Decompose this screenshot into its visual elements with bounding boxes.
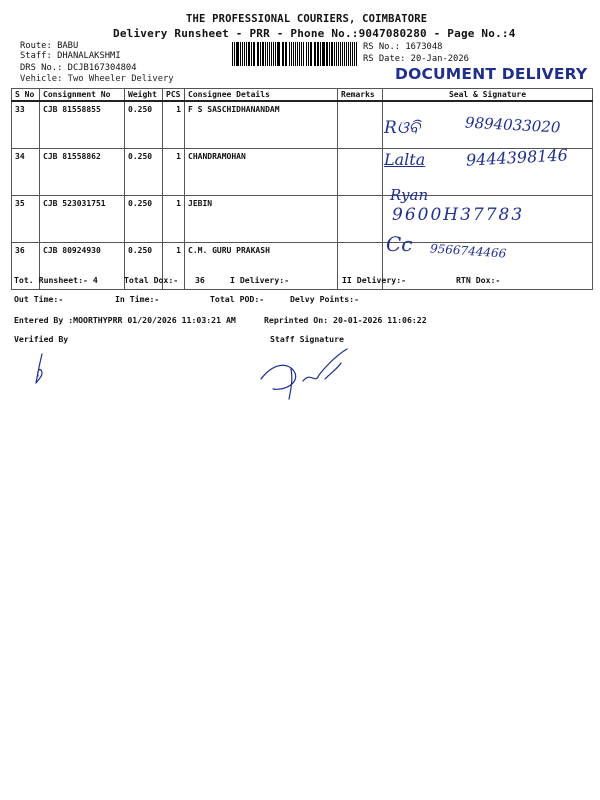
barcode-bar	[352, 42, 353, 66]
barcode-bar	[329, 42, 330, 66]
cell-consignment: CJB 81558862	[40, 149, 125, 196]
handwritten-phone: 9894033020	[464, 113, 561, 137]
barcode-bar	[299, 42, 300, 66]
ii-delivery-label: II Delivery:-	[342, 275, 407, 285]
rs-date: RS Date: 20-Jan-2026	[363, 54, 469, 64]
barcode-bar	[267, 42, 268, 66]
barcode-bar	[306, 42, 307, 66]
delvy-points-label: Delvy Points:-	[290, 294, 360, 304]
barcode-bar	[348, 42, 349, 66]
barcode-bar	[311, 42, 312, 66]
staff-signature-label: Staff Signature	[270, 334, 344, 344]
cell-pcs: 1	[163, 149, 185, 196]
barcode-bar	[232, 42, 233, 66]
cell-consignment: CJB 523031751	[40, 196, 125, 243]
cell-pcs: 1	[163, 101, 185, 149]
barcode-bar	[248, 42, 250, 66]
barcode-bar	[331, 42, 333, 66]
barcode-bar	[242, 42, 243, 66]
total-runsheet: Tot. Runsheet:- 4	[14, 275, 98, 285]
cell-remarks	[338, 149, 383, 196]
barcode-bar	[317, 42, 319, 66]
cell-pcs: 1	[163, 243, 185, 290]
barcode-bar	[303, 42, 305, 66]
cell-consignment: CJB 81558855	[40, 101, 125, 149]
barcode-bar	[286, 42, 287, 66]
staff-label: Staff: DHANALAKSHMI	[20, 51, 121, 61]
total-dox-value: 36	[195, 275, 205, 285]
document-delivery-stamp: DOCUMENT DELIVERY	[395, 65, 588, 83]
handwritten-name: Ryan	[390, 186, 429, 204]
barcode-bar	[260, 42, 261, 66]
col-weight: Weight	[125, 89, 163, 102]
runsheet-subtitle: Delivery Runsheet - PRR - Phone No.:9047080280 - Page No.:4	[113, 27, 516, 40]
barcode-bar	[356, 42, 357, 66]
handwritten-name: Cc	[386, 232, 413, 256]
barcode-bar	[283, 42, 284, 66]
out-time-label: Out Time:-	[14, 294, 64, 304]
barcode-bar	[246, 42, 247, 66]
cell-consignment: CJB 80924930	[40, 243, 125, 290]
cell-sno: 36	[12, 243, 40, 290]
route-label: Route: BABU	[20, 41, 79, 51]
col-remarks: Remarks	[338, 89, 383, 102]
total-dox-label: Total Dox:-	[124, 275, 179, 285]
col-sno: S No	[12, 89, 40, 102]
rs-number: RS No.: 1673048	[363, 42, 443, 52]
barcode-bar	[327, 42, 328, 66]
cell-consignee: JEBIN	[185, 196, 338, 243]
barcode-bar	[354, 42, 355, 66]
barcode-bar	[273, 42, 274, 66]
rtn-dox-label: RTN Dox:-	[456, 275, 501, 285]
handwritten-phone: 9444398146	[465, 145, 569, 170]
barcode-bar	[308, 42, 309, 66]
barcode-bar	[291, 42, 292, 66]
barcode-bar	[254, 42, 255, 66]
barcode-bar	[289, 42, 291, 66]
cell-weight: 0.250	[125, 101, 163, 149]
barcode-bar	[271, 42, 272, 66]
barcode-bar	[258, 42, 259, 66]
barcode-bar	[234, 42, 235, 66]
company-title: THE PROFESSIONAL COURIERS, COIMBATORE	[186, 13, 428, 25]
cell-consignee: CHANDRAMOHAN	[185, 149, 338, 196]
barcode-bar	[315, 42, 316, 66]
handwritten-name: Lalta	[384, 150, 426, 169]
cell-pcs: 1	[163, 196, 185, 243]
barcode-bar	[293, 42, 294, 66]
handwritten-name: Rଓବି	[384, 118, 421, 138]
verified-by-label: Verified By	[14, 334, 69, 344]
barcode-bar	[336, 42, 337, 66]
cell-sno: 33	[12, 101, 40, 149]
col-signature: Seal & Signature	[383, 89, 593, 102]
barcode-bar	[244, 42, 245, 66]
cell-weight: 0.250	[125, 149, 163, 196]
barcode-bar	[344, 42, 345, 66]
handwritten-phone: 9600H37783	[392, 205, 525, 225]
cell-remarks	[338, 196, 383, 243]
col-pcs: PCS	[163, 89, 185, 102]
i-delivery-label: I Delivery:-	[230, 275, 290, 285]
cell-consignee: F S SASCHIDHANANDAM	[185, 101, 338, 149]
barcode-bar	[320, 42, 321, 66]
barcode-bar	[338, 42, 339, 66]
verifier-signature	[28, 350, 58, 390]
staff-signature	[255, 345, 355, 403]
cell-sno: 34	[12, 149, 40, 196]
vehicle-label: Vehicle: Two Wheeler Delivery	[20, 74, 174, 84]
barcode-bar	[251, 42, 252, 66]
total-pod-label: Total POD:-	[210, 294, 265, 304]
in-time-label: In Time:-	[115, 294, 160, 304]
cell-weight: 0.250	[125, 243, 163, 290]
cell-remarks	[338, 101, 383, 149]
barcode-bar	[295, 42, 296, 66]
barcode-bar	[278, 42, 280, 66]
barcode-bar	[323, 42, 324, 66]
col-consignee: Consignee Details	[185, 89, 338, 102]
barcode-bar	[269, 42, 270, 66]
barcode-bar	[340, 42, 341, 66]
reprinted-on: Reprinted On: 20-01-2026 11:06:22	[264, 315, 427, 325]
barcode-bar	[237, 42, 239, 66]
cell-consignee: C.M. GURU PRAKASH	[185, 243, 338, 290]
barcode-bar	[346, 42, 348, 66]
barcode-bar	[262, 42, 264, 66]
handwritten-phone: 9566744466	[429, 241, 507, 261]
barcode-bar	[275, 42, 276, 66]
drs-number: DRS No.: DCJB167304804	[20, 63, 137, 73]
entered-by: Entered By :MOORTHYPRR 01/20/2026 11:03:21 AM	[14, 315, 236, 325]
cell-weight: 0.250	[125, 196, 163, 243]
cell-sno: 35	[12, 196, 40, 243]
barcode	[232, 42, 358, 66]
col-consignment: Consignment No	[40, 89, 125, 102]
table-header-row	[12, 89, 593, 102]
barcode-bar	[342, 42, 343, 66]
